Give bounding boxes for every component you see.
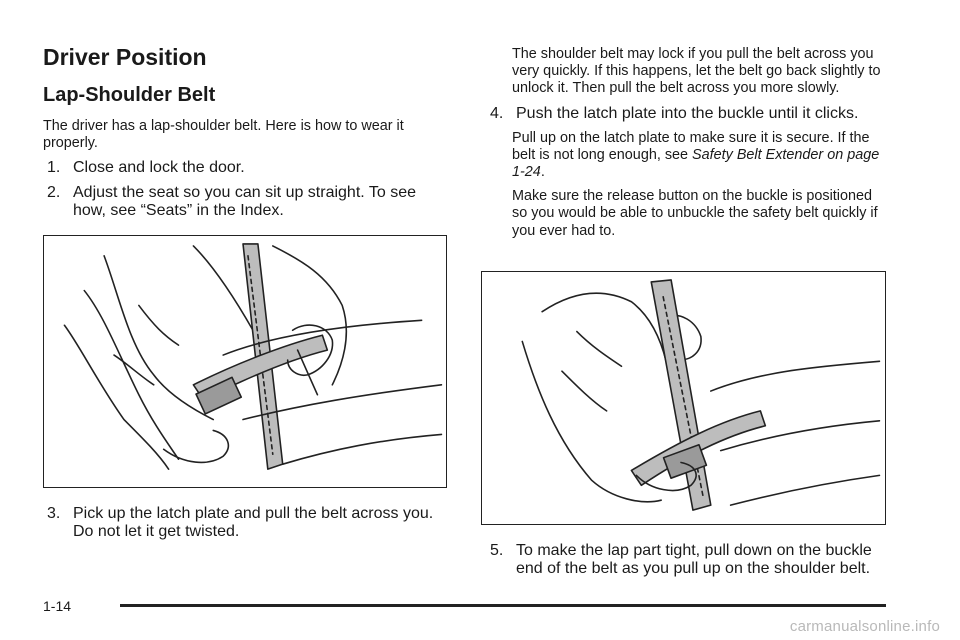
illustration-buckle-latch	[481, 271, 886, 525]
right-column	[490, 46, 890, 240]
release-button-paragraph: Make sure the release button on the buckle is positioned so you would be able to unbuckle the safety belt quickly if you ever had to.	[512, 188, 878, 239]
step-1	[43, 159, 451, 177]
footer-rule	[120, 604, 886, 607]
step-2	[43, 184, 451, 220]
left-column	[43, 42, 451, 220]
step-number: 4.	[490, 104, 504, 122]
step-number: 3.	[47, 505, 61, 522]
step-3	[43, 505, 451, 541]
step-5	[490, 542, 890, 578]
step-text: Close and lock the door.	[73, 159, 245, 177]
step-number: 2.	[47, 184, 61, 202]
step-5-wrapper	[490, 542, 890, 578]
watermark: carmanualsonline.info	[789, 618, 940, 635]
step-text: Pick up the latch plate and pull the belt across you. Do not let it get twisted.	[73, 505, 434, 540]
step-3-wrapper	[43, 505, 451, 541]
illustration-drawing	[44, 236, 446, 487]
step-number: 1.	[47, 159, 61, 177]
subsection-title: Lap-Shoulder Belt	[43, 84, 216, 106]
section-title: Driver Position	[43, 44, 207, 70]
illustration-latch-plate-pull	[43, 235, 447, 488]
intro-paragraph: The driver has a lap-shoulder belt. Here is how to wear it properly.	[43, 118, 404, 152]
step-text: To make the lap part tight, pull down on the buckle end of the belt as you pull up on the shoulder belt.	[516, 542, 872, 577]
paragraph-text: Pull up on the latch plate to make sure it is secure. If the belt is not long enough, see	[512, 129, 870, 163]
step-number: 5.	[490, 542, 504, 559]
page-number: 1-14	[43, 598, 72, 614]
illustration-drawing	[482, 272, 885, 524]
paragraph-text: .	[540, 164, 545, 181]
cross-reference-link[interactable]: Safety Belt Extender on page 1-24	[512, 146, 880, 181]
latch-secure-paragraph	[490, 130, 890, 182]
shoulder-belt-lock-paragraph: The shoulder belt may lock if you pull the belt across you very quickly. If this happens, let the belt go back slightly to unlock it. Then pull the belt across you more slowly.	[512, 46, 881, 97]
step-4	[490, 105, 890, 123]
step-text: Push the latch plate into the buckle until it clicks.	[516, 104, 859, 122]
step-text: Adjust the seat so you can sit up straight. To see how, see “Seats” in the Index.	[73, 184, 417, 220]
